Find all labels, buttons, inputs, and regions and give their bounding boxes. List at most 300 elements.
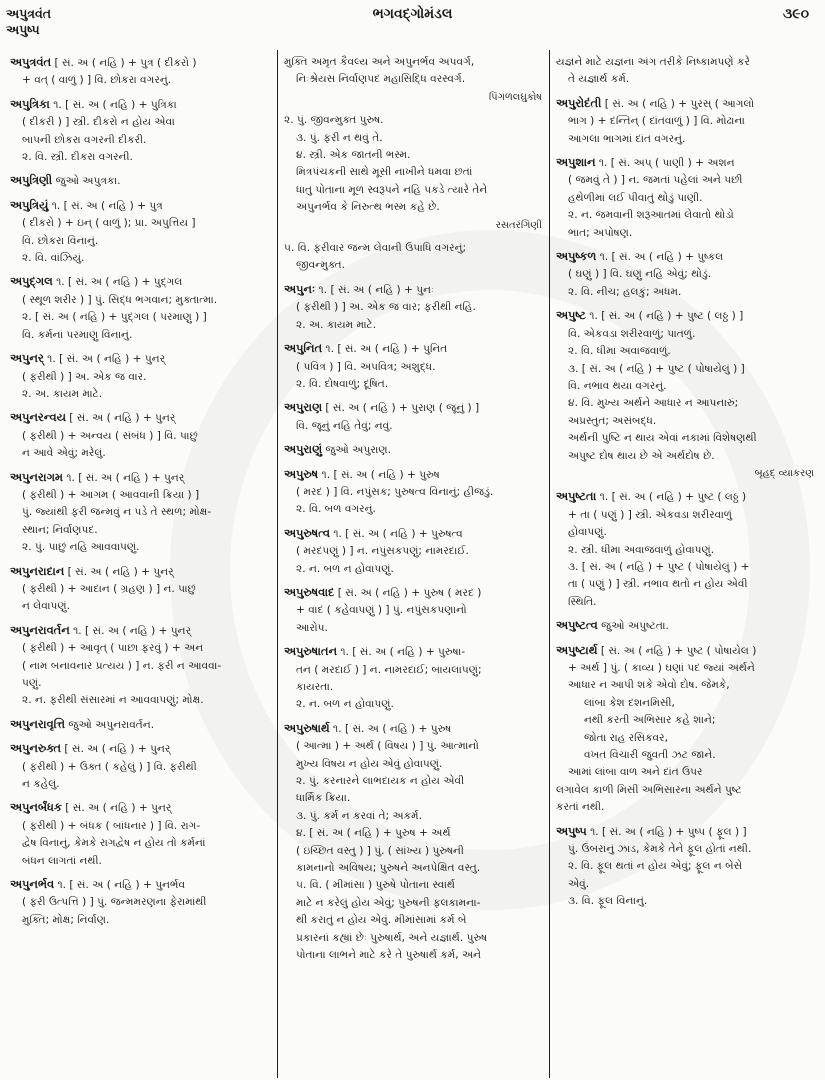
dictionary-entry (10, 563, 270, 616)
verse-line: જોતા રાહ રસિકવર, (584, 731, 669, 744)
entry-line (10, 658, 270, 675)
headword: અપુષ્ટાર્થ (556, 642, 598, 657)
entry-line (10, 853, 270, 870)
definition-text: ૨. ન. બળ ન હોવાપણું. (296, 562, 394, 575)
entry-line (284, 930, 542, 947)
definition-text: પું. ઉંબરાનું ઝાડ, કેમકે તેને ફૂલ હોતાં નથી. (568, 843, 752, 856)
definition-text: અપ્રસ્તુત; અસંબદ્ધ. (568, 414, 657, 427)
entry-line (10, 563, 270, 581)
entry-line (556, 54, 814, 71)
definition-text: ૨. અ. કાયમ માટે. (22, 387, 103, 400)
dictionary-columns (4, 50, 821, 1078)
dictionary-entry (10, 716, 270, 734)
entry-line (10, 215, 270, 232)
definition-text: ૨. [ સં. અ ( નહિ ) + પુદ્ગલ ( પરમાણુ ) ] (22, 311, 207, 324)
entry-line (10, 776, 270, 793)
definition-text: સ્થિતિ. (568, 595, 597, 608)
entry-line (284, 501, 542, 518)
verse-line: લાંબા કેશ દશનમિસી, (584, 696, 675, 709)
entry-line (556, 378, 814, 395)
definition-text: [ સં. અ ( નહિ ) + પુનર્ (65, 802, 172, 815)
entry-line (284, 756, 542, 773)
citation-source: પિંગળલઘુકોષ (488, 91, 542, 103)
definition-text: ૨. વિ. ધીમા અવાજવાળું. (568, 345, 671, 358)
dictionary-entry (10, 197, 270, 268)
entry-line (556, 576, 814, 593)
dictionary-entry (284, 584, 542, 637)
dictionary-entry (556, 617, 814, 635)
headword: અપુષ્પ (556, 823, 587, 838)
entry-line (10, 675, 270, 692)
entry-line (10, 54, 270, 72)
entry-line (284, 147, 542, 164)
dictionary-entry (10, 622, 270, 710)
entry-line (10, 622, 270, 640)
definition-text: આરોપ. (296, 621, 328, 634)
entry-line (284, 825, 542, 842)
definition-text: [ સં. અ ( નહિ ) + પુરસ્ ( આગલો (604, 97, 755, 110)
dictionary-entry (556, 488, 814, 611)
entry-line (556, 307, 814, 325)
definition-text: આધાર ન આપી શકે એવો દોષ. જેમકે, (568, 679, 730, 692)
dictionary-entry (556, 642, 814, 817)
entry-line (10, 386, 270, 403)
definition-text: ૪. [ સં. અ ( નહિ ) + પુરુષ + અર્થ (296, 827, 451, 840)
headword: અપુનરાવર્તન (10, 622, 70, 637)
definition-text: પોતાના લાભને માટે કરે તે પુરુષાર્થ કર્મ, અને (296, 949, 482, 962)
entry-line (556, 326, 814, 343)
entry-line (10, 250, 270, 267)
definition-text: ( ફરીથી ) + ઉક્ત ( કહેલું ) ] વિ. ફરીથી (22, 760, 197, 773)
definition-text: માટે ન કરેલું હોય એવું; પુરુષની ફલકામના- (296, 896, 481, 909)
entry-line (10, 149, 270, 166)
entry-line (556, 893, 814, 910)
definition-text: મુક્તિ અમૃત કૈવલ્ય અને અપુનર્ભવ અપવર્ગ, (284, 56, 475, 68)
dictionary-entry (284, 525, 542, 578)
definition-text: ( ફરીથી ) + આદાન ( ગ્રહણ ) ] ન. પાછું (22, 582, 196, 595)
definition-text: જુઓ અપુત્રકા. (55, 175, 121, 188)
definition-text: એવું. (568, 877, 590, 890)
definition-text: [ સં. અ ( નહિ ) + પુનર્ (64, 743, 171, 756)
definition-text: [ સં. અ ( નહિ ) + પુનર્ (67, 565, 174, 578)
headword: અપુશાન (556, 155, 596, 170)
entry-line (556, 266, 814, 283)
definition-text: ૫. વિ. ( મીમાંસા ) પુરુષે પોતાના સ્વાર્થ (296, 879, 456, 892)
dictionary-entry (284, 281, 542, 334)
entry-line (556, 190, 814, 207)
definition-text: ન કહેલું. (22, 778, 60, 791)
entry-line (10, 132, 270, 149)
entry-line (10, 350, 270, 368)
entry-line (10, 197, 270, 215)
definition-text: ૧. [ સં. અ ( નહિ ) + પુષ્ટ ( લઠ્ઠ ) ] (589, 310, 744, 323)
entry-line (284, 112, 542, 129)
definition-text: હોવાપણું. (568, 526, 607, 539)
headword: અપુરોદંતી (556, 95, 602, 110)
entry-line (284, 912, 542, 929)
column-1 (4, 50, 278, 1078)
dictionary-entry (10, 799, 270, 870)
entry-line (10, 327, 270, 344)
dictionary-entry (556, 823, 814, 911)
entry-line (10, 369, 270, 386)
entry-line (10, 309, 270, 326)
entry-line (556, 594, 814, 611)
entry-line (556, 413, 814, 430)
quote-line: આમાં લાંબા વાળ અને દાંત ઉપર (568, 766, 703, 779)
entry-line (10, 522, 270, 539)
dictionary-entry (556, 95, 814, 148)
entry-line (556, 617, 814, 635)
definition-text: ૨. વિ. ફૂલ થતાં ન હોય એવું; ફૂલ ન બેસે (568, 860, 743, 873)
entry-line (284, 877, 542, 894)
headword: અપુનરન્વય (10, 410, 66, 425)
definition-text: ૨. પું. કરનારને લાભદાયક ન હોય એવી (296, 775, 465, 788)
definition-text: તે યજ્ઞાર્થ કર્મ. (568, 73, 630, 86)
definition-text: ૩. [ સં. અ ( નહિ ) + પુષ્ટ ( પોષાયેલું ) ] (568, 362, 745, 375)
entry-line (284, 602, 542, 619)
entry-line (284, 843, 542, 860)
definition-text: વિ. જૂનું નહિ તેવું; નવું. (296, 419, 393, 432)
definition-text: ન આવે એવું; મરેલું. (22, 447, 106, 460)
entry-line (10, 233, 270, 250)
entry-line (284, 720, 542, 738)
definition-text: + અર્થ ] પું. ( કાવ્ય ) ઘણાં પદ જ્યાં અર્થને (568, 662, 755, 674)
definition-text: ૧. [ સં. અ ( નહિ ) + પુનર્ (66, 471, 185, 484)
entry-line (556, 524, 814, 541)
entry-line (556, 642, 814, 660)
definition-text: વિ. નભાવ થયા વગરનું. (568, 379, 667, 392)
entry-line (556, 559, 814, 576)
entry-line (10, 504, 270, 521)
definition-text: સ્થાન; નિર્વાણપદ. (22, 523, 98, 536)
definition-text: ( ફરીથી ) + બંધક ( બાંધનાર ) ] વિ. રાગ- (22, 819, 201, 832)
entry-line (10, 273, 270, 291)
definition-text: ૧. [ સં. અ ( નહિ ) + પુષ્ટ ( લઠ્ઠ ) (599, 491, 747, 504)
dictionary-entry (556, 307, 814, 482)
definition-text: ૧. [ સં. અ ( નહિ ) + પુરુષત્વ (333, 527, 463, 540)
entry-line (10, 799, 270, 817)
entry-line (284, 620, 542, 637)
definition-text: જુઓ અપુષ્ટતા. (601, 620, 669, 633)
entry-line (284, 773, 542, 790)
headword: અપુરુષવાદ (284, 584, 335, 599)
headword: અપુષ્ટ (556, 308, 586, 323)
entry-line (10, 581, 270, 598)
definition-text: વિ. કર્મનાં પરમાણુ વિનાનું. (22, 328, 133, 341)
definition-text: ( ફરીથી ) ] અ. એક જ વાર. (22, 370, 147, 383)
definition-text: તા ( પણું ) ] સ્ત્રી. નભાવ થતો ન હોય એવી (568, 578, 748, 591)
guide-word-first: અપુત્રવંત (6, 6, 52, 21)
definition-text: ૫. વિ. ફરીવાર જન્મ લેવાની ઉપાધિ વગરનું; (284, 242, 467, 255)
entry-line (284, 584, 542, 602)
definition-text: ૩. [ સં. અ ( નહિ ) + પુષ્ટ ( પોષાયેલું ) + (568, 560, 750, 573)
entry-line (10, 469, 270, 487)
headword: અપુનરાવૃત્તિ (10, 716, 65, 731)
headword: અપુરાણું (284, 442, 323, 457)
definition-text: ૩. પું. ફરી ન થવું તે. (296, 131, 383, 144)
quote-line: અપુનર્ભવ કે નિરુત્થ ભસ્મ કહે છે. (296, 201, 440, 214)
entry-line (556, 225, 814, 242)
verse-line: વખત વિચારી જુવતી ઝટ જાને. (584, 749, 716, 762)
definition-text: ૧. [ સં. અ ( નહિ ) + પુનઃ (318, 283, 435, 296)
definition-text: ( ફરીથી ) + આવૃત્ ( પાછા ફરવું ) + અન (22, 642, 204, 655)
entry-line (556, 660, 814, 677)
dictionary-entry (10, 876, 270, 929)
entry-line (284, 738, 542, 755)
entry-line (10, 72, 270, 89)
definition-text: ૧. [ સં. અ ( નહિ ) + પુનર્ (73, 624, 192, 637)
entry-line (10, 172, 270, 190)
definition-text: દ્વેષ વિનાનું, કેમકે રાગદ્વેષ ન હોય તો કર્મનાં (22, 837, 206, 850)
citation-source: બૃહદ્ વ્યાકરણ (754, 467, 814, 479)
definition-text: બંધન લાગતાં નથી. (22, 854, 102, 867)
definition-text: કાયરતા. (296, 681, 334, 693)
definition-text: ( ઇચ્છિત વસ્તુ ) ] પું. ( સાંખ્ય ) પુરુષની (296, 844, 464, 857)
dictionary-entry (10, 740, 270, 793)
entry-line (556, 858, 814, 875)
headword: અપુનર્ (10, 351, 44, 366)
definition-text: ૨. ન. બળ ન હોવાપણું. (296, 698, 394, 711)
entry-line (556, 677, 814, 694)
dictionary-entry (10, 172, 270, 190)
entry-line (284, 484, 542, 501)
definition-text: ૨. ન. જમવાની શરૂઆતમાં લેવાતો થોડો (568, 209, 734, 222)
definition-text: ( આત્મા ) + અર્થ ( વિષય ) ] પું. આત્માનો (296, 740, 479, 753)
entry-line (284, 54, 542, 71)
guide-word-last: અપુષ્પ (6, 22, 40, 37)
entry-line (10, 759, 270, 776)
headword: અપુદ્ગલ (10, 274, 53, 289)
definition-text: ૨. વિ. બળ વગરનું. (296, 503, 376, 516)
definition-text: તન ( મરદાઈ ) ] ન. નામરદાઈ; બાયલાપણું; (296, 663, 482, 676)
definition-text: કામનાનો અવિષય; પુરુષને અનપેક્ષિત વસ્તુ. (296, 862, 481, 875)
verse-line: નથી કરતી અભિસાર કહે શાને; (584, 714, 716, 727)
definition-text: આગલા ભાગમાં દાંત વગરનું. (568, 132, 686, 145)
definition-text: જીવન્મુક્ત. (296, 259, 346, 272)
headword: અપુષ્ટતા (556, 489, 597, 504)
page-number: ૩૯૦ (782, 6, 809, 22)
definition-text: ૨. વિ. વાંઝિયું. (22, 252, 85, 265)
dictionary-entry (284, 240, 542, 275)
definition-text: મુક્તિ; મોક્ષ; નિર્વાણ. (22, 913, 110, 926)
definition-text: પણું. (22, 677, 42, 689)
dictionary-entry (10, 350, 270, 403)
dictionary-entry (284, 112, 542, 234)
entry-line (10, 876, 270, 894)
definition-text: વિ. એકવડા શરીરવાળું; પાતળું. (568, 327, 696, 340)
entry-line (284, 240, 542, 257)
definition-text: ૧. [ સં. અ ( નહિ ) + પુત્રિકા (53, 98, 177, 111)
dictionary-entry (284, 466, 542, 519)
entry-line (10, 114, 270, 131)
dictionary-entry (556, 54, 814, 89)
dictionary-entry (10, 409, 270, 462)
definition-text: ૧. [ સં. અ ( નહિ ) + પુરુષા- (340, 646, 466, 659)
page-header (0, 0, 825, 48)
entry-line (284, 561, 542, 578)
column-2 (278, 50, 550, 1078)
quote-line: અપુષ્ટ દોષ થાય છે એ અર્થદોષ છે. (568, 449, 715, 462)
definition-text: ૧. [ સં. અ ( નહિ ) + પુષ્પ ( ફૂલ ) ] (590, 825, 747, 838)
headword: અપુરુષાતન (284, 644, 337, 659)
entry-line (284, 679, 542, 696)
headword: અપુનરાદાન (10, 563, 65, 578)
definition-text: યજ્ઞને માટે યજ્ઞના અંગ તરીકે નિષ્કામપણે કરે (556, 56, 750, 68)
entry-line (556, 172, 814, 189)
entry-line (10, 912, 270, 929)
entry-line (284, 71, 542, 88)
definition-text: વિ. છોકરા વિનાનું. (22, 234, 99, 247)
definition-text: ( ફરીથી ) + આગમ ( આવવાની ક્રિયા ) ] (22, 488, 200, 501)
entry-line (284, 790, 542, 807)
headword: અપુનરાગમ (10, 469, 63, 484)
dictionary-entry (10, 96, 270, 167)
definition-text: ૨. વિ. સ્ત્રી. દીકરા વગરની. (22, 151, 133, 164)
entry-line (556, 248, 814, 266)
definition-text: ( નામ બનાવનાર પ્રત્યય ) ] ન. ફરી ન આવવા- (22, 659, 222, 672)
definition-text: ૧. [ સં. અ ( નહિ ) + પુરુષ (333, 722, 452, 735)
definition-text: ૧. [ સં. અ ( નહિ ) + પુત્ર (51, 199, 163, 212)
entry-line (10, 96, 270, 114)
entry-line (10, 539, 270, 556)
entry-line (556, 95, 814, 113)
definition-text: ૧. [ સં. અપ્ ( પાણી ) + અશન (598, 157, 735, 170)
entry-line (556, 361, 814, 378)
entry-line (10, 292, 270, 309)
entry-line (284, 895, 542, 912)
definition-text: જુઓ અપુનરાવર્તન. (68, 718, 155, 731)
column-3 (550, 50, 821, 1078)
entry-line (284, 130, 542, 147)
headword: અપુત્રવંત (10, 55, 52, 69)
quote-line: મિત્રપંચકની સાથે મૂસી નાખીને ધમવા છતાં (296, 166, 473, 179)
headword: અપુષ્ટત્વ (556, 618, 598, 633)
dictionary-entry (556, 248, 814, 301)
definition-text: ( ઘણું ) ] વિ. ઘણું નહિ એવું; થોડું. (568, 268, 712, 281)
dictionary-entry (10, 54, 270, 90)
entry-line (284, 340, 542, 358)
dictionary-entry (556, 154, 814, 242)
entry-line (10, 640, 270, 657)
definition-text: [ સં. અ ( નહિ ) + પુત્ર ( દીકરો ) (54, 57, 197, 69)
definition-text: ( મરદ ) ] વિ. નપુંસક; પુરુષત્વ વિનાનું; હીજડું. (296, 485, 494, 498)
headword: અપુત્રિયું (10, 197, 49, 212)
entry-line (284, 299, 542, 316)
entry-line (284, 543, 542, 560)
dictionary-entry (284, 399, 542, 435)
citation-source: રસતરંગિણી (495, 219, 542, 231)
headword: અપુનર્ભવ (10, 877, 55, 892)
definition-text: ભાત; અપોષણ. (568, 226, 633, 239)
entry-line (10, 692, 270, 709)
entry-line (284, 317, 542, 334)
entry-line (10, 894, 270, 911)
quote-line: ધાતુ પોતાના મૂળ સ્વરૂપને નહિ પકડે ત્યારે તેને (296, 183, 488, 196)
headword: અપુનરુક્ત (10, 741, 61, 756)
entry-line: કરતાં નથી. (556, 801, 605, 814)
definition-text: ૪. સ્ત્રી. એક જાતની ભસ્મ. (296, 149, 411, 162)
entry-line (556, 395, 814, 412)
definition-text: ( દીકરી ) ] સ્ત્રી. દીકરો ન હોય એવા (22, 116, 175, 129)
definition-text: પ્રકારનાં કહ્યાં છેઃ પુરુષાર્થ, અને યજ્ઞાર્થ. પુરુષ (296, 931, 488, 944)
dictionary-entry (284, 54, 542, 106)
definition-text: ( ફરીથી ) + અન્વય ( સંબંધ ) ] વિ. પાછું (22, 429, 198, 442)
entry-line (284, 947, 542, 964)
entry-line (556, 131, 814, 148)
entry-line (284, 257, 542, 274)
entry-line (284, 860, 542, 877)
entry-line (10, 835, 270, 852)
entry-line (10, 428, 270, 445)
definition-text: ન લેવાપણું. (22, 600, 70, 613)
dictionary-title: ભગવદ્ગોમંડલ (372, 6, 453, 22)
entry-line (10, 409, 270, 427)
entry-line (556, 71, 814, 88)
definition-text: [ સં. અ ( નહિ ) + પુરુષ ( મરદ ) (337, 586, 482, 599)
definition-text: ૨. પું. જીવન્મુક્ત પુરુષ. (284, 114, 384, 127)
dictionary-entry (10, 273, 270, 344)
headword: અપુરાણ (284, 400, 323, 415)
entry-line (556, 542, 814, 559)
definition-text: ( ફરી ઉત્પત્તિ ) ] પું. જન્મમરણના ફેરામાંથી (22, 896, 207, 909)
headword: અપુરુષત્વ (284, 525, 330, 540)
headword: અપુરુષ (284, 466, 319, 481)
definition-text: ૧. [ સં. અ ( નહિ ) + પુરુષ (321, 468, 440, 481)
entry-line (284, 399, 542, 417)
headword: અપુષ્કળ (556, 249, 597, 264)
headword: અપુનિત (284, 341, 323, 356)
entry-line (284, 359, 542, 376)
definition-text: હથેળીમાં લઈ પીવાતું થોડું પાણી. (568, 191, 703, 204)
definition-text: [ સં. અ ( નહિ ) + પુષ્ટ ( પોષાયેલ ) (600, 644, 757, 657)
definition-text: ૨. ન. ફરીથી સંસારમાં ન આવવાપણું; મોક્ષ. (22, 694, 204, 707)
entry-line (556, 343, 814, 360)
definition-text: ભાગ ) + દન્તિન્ ( દાંતવાળું ) ] વિ. મોઢાના (568, 115, 745, 128)
entry-line (284, 696, 542, 713)
definition-text: નિઃશ્રેયસ નિર્વાણપદ મહાસિદ્ધિ વરસ્વર્ગ. (296, 73, 466, 86)
headword: અપુરુષાર્થ (284, 720, 330, 735)
definition-text: ૧. [ સં. અ ( નહિ ) + પુનર્ભવ (57, 879, 186, 892)
definition-text: + તા ( પણું ) ] સ્ત્રી. એકવડા શરીરવાળું (568, 508, 733, 521)
entry-line (284, 441, 542, 459)
definition-text: ૨. અ. કાયમ માટે. (296, 318, 377, 331)
entry-line (284, 643, 542, 661)
definition-text: + વાદ ( કહેવાપણું ) ] પું. નપુંસકપણાનો (296, 604, 467, 617)
entry-line: લગાવેલ કાળી મિસી અભિસારના અર્થને પુષ્ટ (556, 783, 742, 796)
definition-text: ૨. વિ. નીચ; હલકું; અધમ. (568, 285, 682, 298)
entry-line (284, 662, 542, 679)
definition-text: ૧. [ સં. અ ( નહિ ) + પુનિત (325, 343, 448, 356)
headword: અપુનર્બંધક (10, 800, 62, 815)
definition-text: ( પવિત્ર ) ] વિ. અપવિત્ર; અશુદ્ધ. (296, 360, 436, 373)
definition-text: થી કરાતું ન હોય એવું. મીમાંસામાં કર્મ બે (296, 914, 467, 927)
headword: અપુત્રિણી (10, 173, 53, 188)
entry-line (556, 876, 814, 893)
definition-text: ( મરદપણું ) ] ન. નપુંસકપણું; નામરદાઈ. (296, 545, 469, 558)
definition-text: ૨. વિ. દોષવાળું; દૂષિત. (296, 377, 389, 390)
definition-text: ( ફરીથી ) ] અ. એક જ વાર; ફરીથી નહિ. (296, 301, 476, 314)
definition-text: ( સ્થૂળ શરીર ) ] પું. સિદ્ધ ભગવાન; મુક્તાત્મા. (22, 293, 218, 306)
definition-text: [ સં. અ ( નહિ ) + પુનર્ (69, 412, 176, 425)
definition-text: ૧. [ સં. અ ( નહિ ) + પુદ્ગલ (56, 276, 183, 289)
definition-text: જુઓ અપુરાણ. (325, 444, 391, 457)
entry-line (284, 281, 542, 299)
entry-line (556, 507, 814, 524)
entry-line (10, 716, 270, 734)
entry-line (556, 488, 814, 506)
entry-line (556, 284, 814, 301)
